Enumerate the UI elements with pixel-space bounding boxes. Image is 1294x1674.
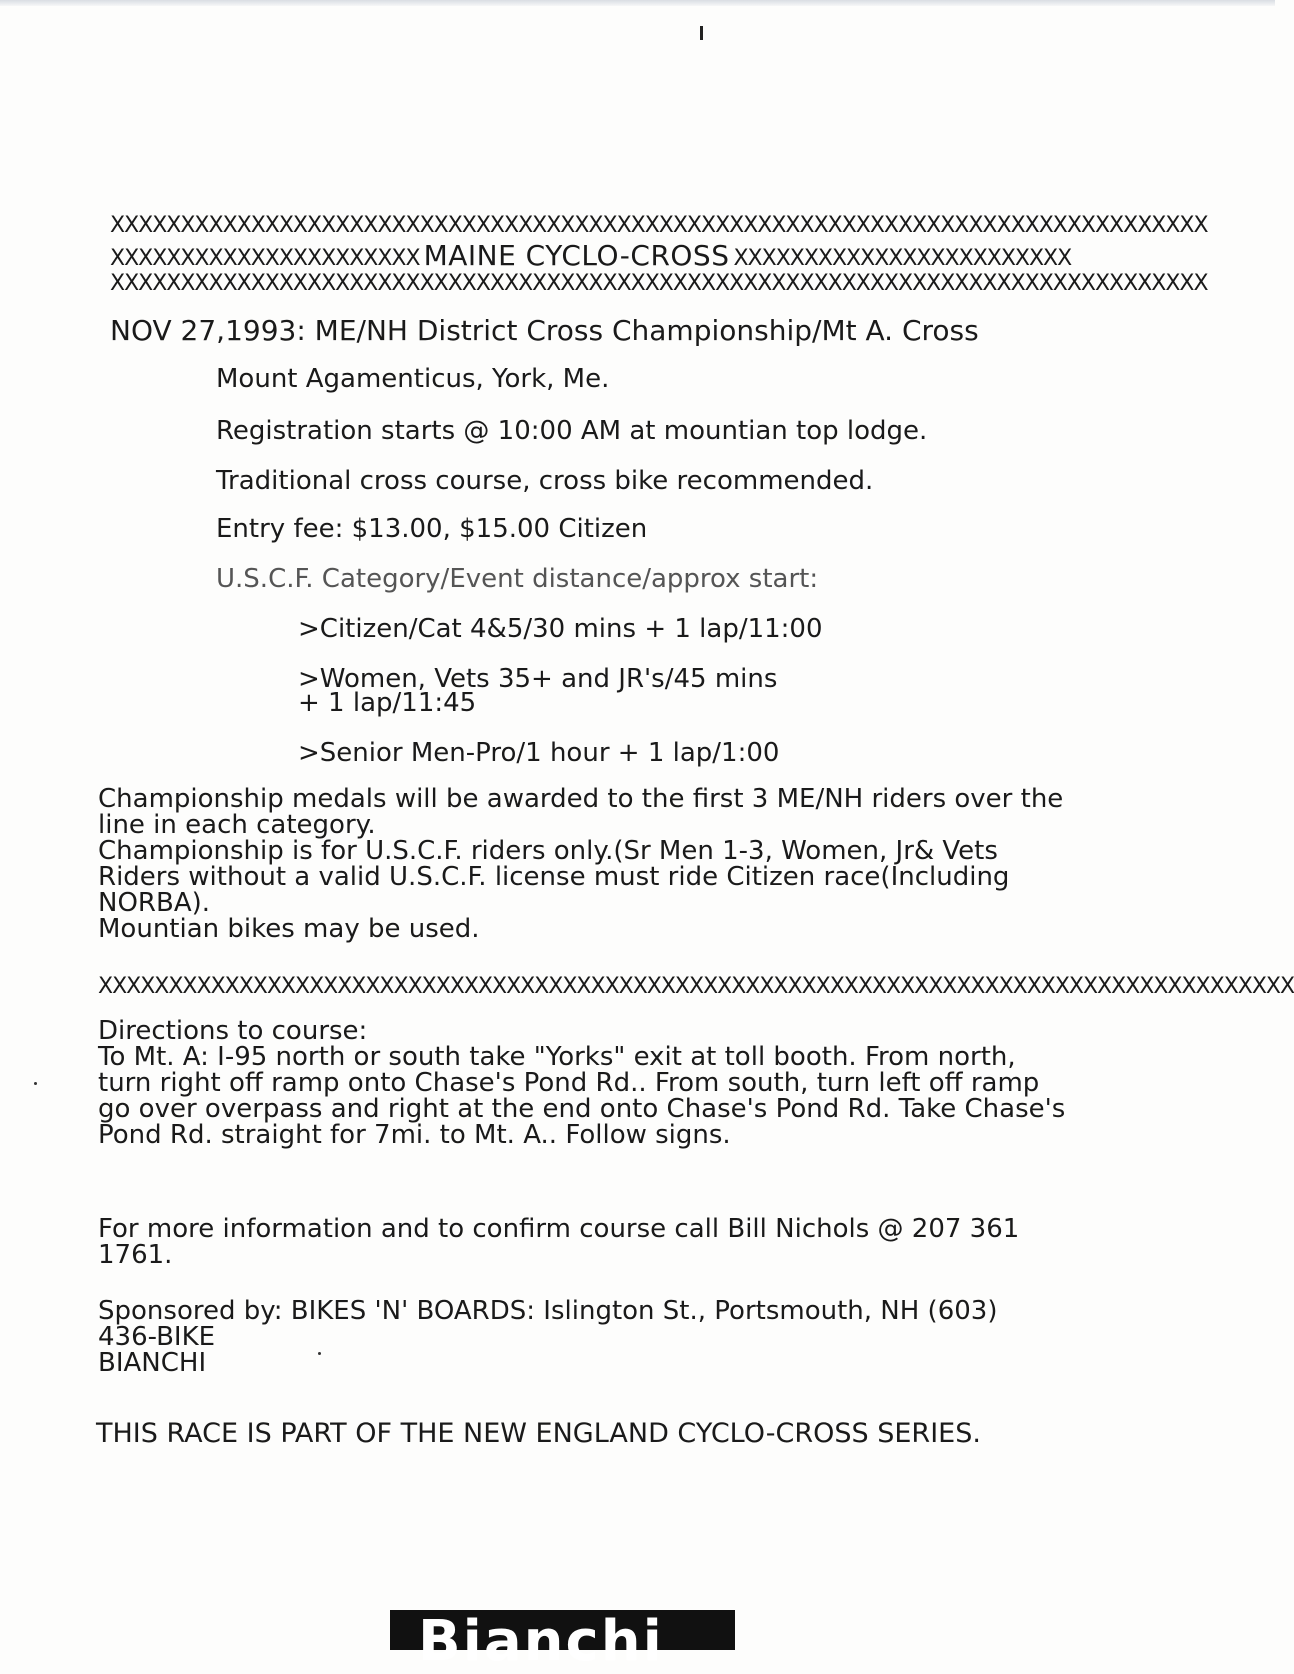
sponsor-line: 436-BIKE (98, 1322, 216, 1352)
championship-line: NORBA). (98, 888, 211, 918)
directions-line: Pond Rd. straight for 7mi. to Mt. A.. Follow signs. (98, 1120, 731, 1150)
info-paragraph (98, 1216, 1088, 1268)
sponsor-line: Sponsored by: BIKES 'N' BOARDS: Islington St., Portsmouth, NH (603) (98, 1296, 998, 1326)
event-course: Traditional cross course, cross bike recommended. (216, 466, 874, 496)
championship-line: Championship medals will be awarded to the first 3 ME/NH riders over the (98, 784, 1064, 814)
scan-edge (0, 0, 1275, 6)
banner-title-row (110, 239, 1085, 272)
event-entry-fee: Entry fee: $13.00, $15.00 Citizen (216, 514, 648, 544)
info-line: For more information and to confirm course call Bill Nichols @ 207 361 (98, 1214, 1020, 1244)
bianchi-logo (390, 1609, 735, 1674)
directions-line: go over overpass and right at the end onto Chase's Pond Rd. Take Chase's (98, 1094, 1066, 1124)
championship-paragraph (98, 786, 1088, 942)
directions-line: Directions to course: (98, 1016, 368, 1046)
directions-line: To Mt. A: I-95 north or south take "Yorks" exit at toll booth. From north, (98, 1042, 1016, 1072)
event-registration: Registration starts @ 10:00 AM at mountian top lodge. (216, 416, 928, 446)
banner-x-left: XXXXXXXXXXXXXXXXXXXXXX (110, 246, 420, 271)
category-header: U.S.C.F. Category/Event distance/approx start: (216, 564, 819, 594)
speck (318, 1352, 321, 1355)
category-women-vets: >Women, Vets 35+ and JR's/45 mins (298, 664, 778, 694)
sponsor-line: BIANCHI (98, 1348, 207, 1378)
punch-mark (700, 26, 703, 40)
info-line: 1761. (98, 1240, 173, 1270)
banner-x-row-bottom: XXXXXXXXXXXXXXXXXXXXXXXXXXXXXXXXXXXXXXXXXXXXXXXXXXXXXXXXXXXXXXXXXXXXXXXXXXXXXX (110, 271, 1208, 296)
championship-line: Riders without a valid U.S.C.F. license must ride Citizen race(Including (98, 862, 1010, 892)
championship-line: Championship is for U.S.C.F. riders only.(Sr Men 1-3, Women, Jr& Vets (98, 836, 998, 866)
series-note: THIS RACE IS PART OF THE NEW ENGLAND CYCLO-CROSS SERIES. (96, 1418, 981, 1449)
championship-line: Mountian bikes may be used. (98, 914, 480, 944)
banner-x-row-top: XXXXXXXXXXXXXXXXXXXXXXXXXXXXXXXXXXXXXXXXXXXXXXXXXXXXXXXXXXXXXXXXXXXXXXXXXXXXXX (110, 213, 1208, 238)
logo-text: Bianchi (418, 1609, 664, 1674)
banner-title: MAINE CYCLO-CROSS (423, 239, 730, 272)
speck (34, 1082, 37, 1085)
section-separator: XXXXXXXXXXXXXXXXXXXXXXXXXXXXXXXXXXXXXXXXXXXXXXXXXXXXXXXXXXXXXXXXXXXXXXXXXXXXXXXXXXXXX (98, 974, 1294, 999)
sponsors-paragraph (98, 1298, 1088, 1376)
category-senior-men: >Senior Men-Pro/1 hour + 1 lap/1:00 (298, 738, 780, 768)
event-date-line: NOV 27,1993: ME/NH District Cross Championship/Mt A. Cross (110, 314, 979, 347)
championship-line: line in each category. (98, 810, 376, 840)
event-location: Mount Agamenticus, York, Me. (216, 364, 610, 394)
directions-paragraph (98, 1018, 1088, 1148)
directions-line: turn right off ramp onto Chase's Pond Rd.. From south, turn left off ramp (98, 1068, 1040, 1098)
category-women-vets-cont: + 1 lap/11:45 (298, 688, 477, 718)
category-citizen: >Citizen/Cat 4&5/30 mins + 1 lap/11:00 (298, 614, 823, 644)
banner-x-right: XXXXXXXXXXXXXXXXXXXXXXXX (733, 246, 1072, 271)
